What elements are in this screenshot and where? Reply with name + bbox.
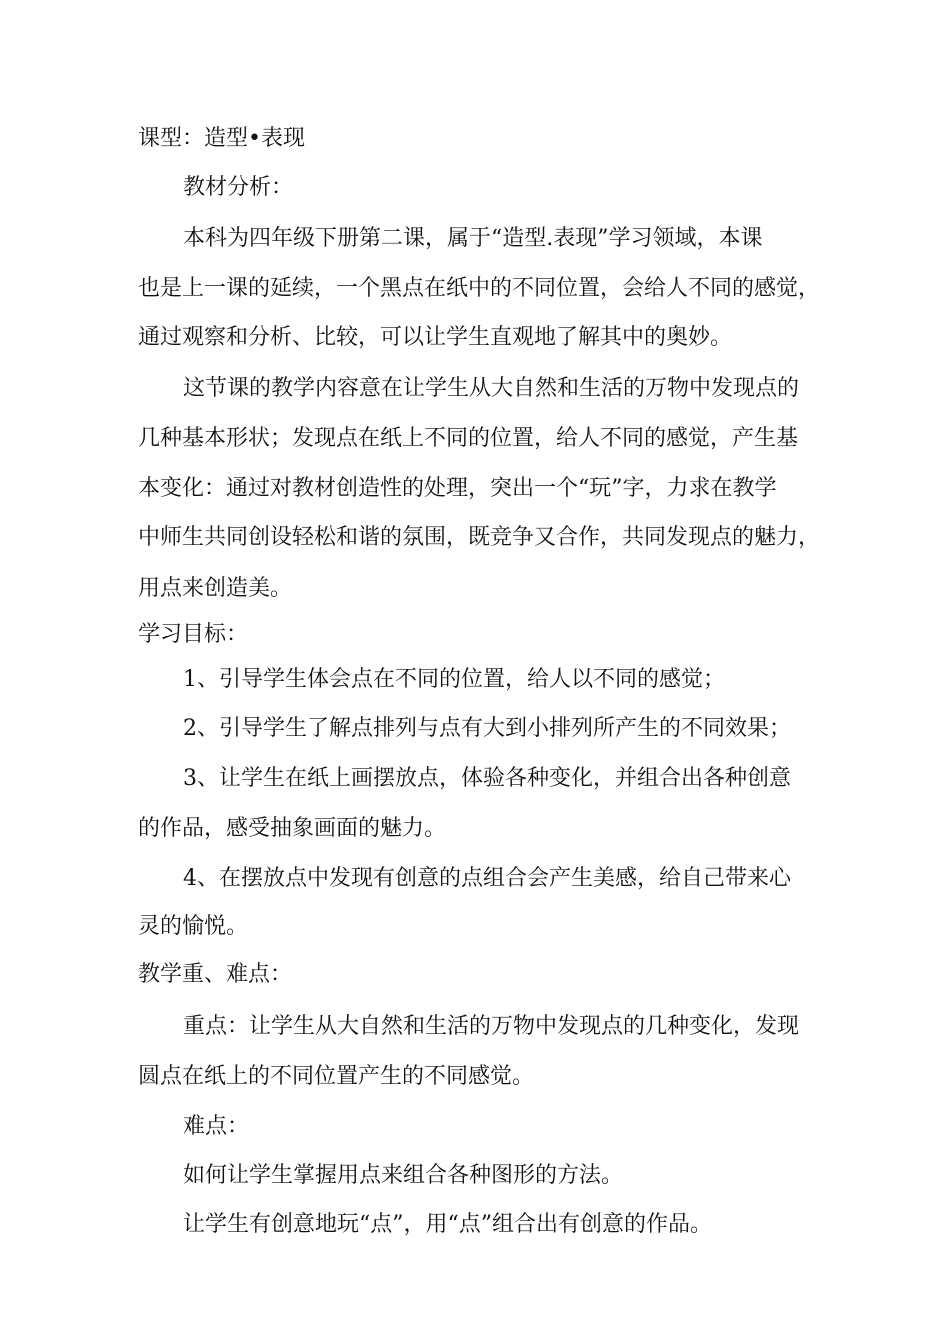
objective-item: 1、引导学生体会点在不同的位置，给人以不同的感觉； xyxy=(183,667,725,692)
lesson-type-line: 课型：造型•表现 xyxy=(138,126,305,151)
objective-item-continuation: 的作品，感受抽象画面的魅力。 xyxy=(138,816,447,841)
objective-item: 4、在摆放点中发现有创意的点组合会产生美感，给自己带来心 xyxy=(183,866,791,891)
section-heading-learning-objectives: 学习目标： xyxy=(138,622,249,647)
key-point-line: 圆点在纸上的不同位置产生的不同感觉。 xyxy=(138,1064,535,1089)
difficult-point-line: 如何让学生掌握用点来组合各种图形的方法。 xyxy=(183,1163,624,1188)
paragraph-line: 几种基本形状；发现点在纸上不同的位置，给人不同的感觉，产生基 xyxy=(138,426,799,451)
difficult-point-line: 让学生有创意地玩“点”，用“点”组合出有创意的作品。 xyxy=(183,1212,712,1237)
section-heading-key-difficult-points: 教学重、难点： xyxy=(138,962,293,987)
objective-item: 3、让学生在纸上画摆放点，体验各种变化，并组合出各种创意 xyxy=(183,766,791,791)
paragraph-line: 本科为四年级下册第二课，属于“造型.表现”学习领域，本课 xyxy=(183,226,763,251)
paragraph-line: 通过观察和分析、比较，可以让学生直观地了解其中的奥妙。 xyxy=(138,325,733,350)
paragraph-line: 本变化：通过对教材创造性的处理，突出一个“玩”字，力求在教学 xyxy=(138,476,777,501)
key-point-line: 重点：让学生从大自然和生活的万物中发现点的几种变化，发现 xyxy=(183,1014,800,1039)
paragraph-line: 用点来创造美。 xyxy=(138,576,293,601)
paragraph-line: 中师生共同创设轻松和谐的氛围，既竞争又合作，共同发现点的魅力， xyxy=(138,525,821,550)
difficult-point-heading: 难点： xyxy=(183,1114,250,1139)
section-heading-textbook-analysis: 教材分析： xyxy=(183,175,294,200)
objective-item-continuation: 灵的愉悦。 xyxy=(138,914,249,939)
paragraph-line: 也是上一课的延续，一个黑点在纸中的不同位置，会给人不同的感觉， xyxy=(138,276,821,301)
paragraph-line: 这节课的教学内容意在让学生从大自然和生活的万物中发现点的 xyxy=(183,376,800,401)
objective-item: 2、引导学生了解点排列与点有大到小排列所产生的不同效果； xyxy=(183,716,791,741)
